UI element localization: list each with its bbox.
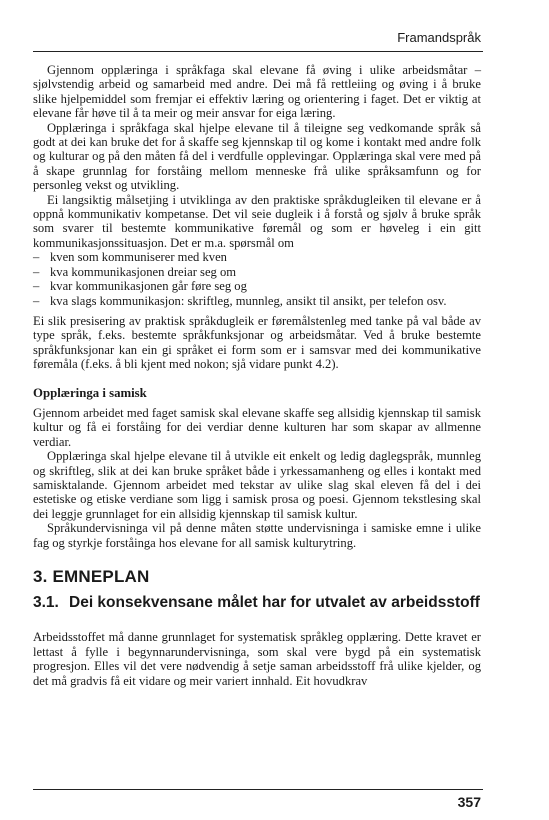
paragraph: Ei langsiktig målsetjing i utviklinga av den praktiske språkdugleiken til elevane er å oppnå kommunikativ kompetanse. Det vil seie dugleik i å forstå og sjølv å bruke språk som svarer til bestemte kommunikative føremål og som er høveleg i ein gitt kommunikasjonssituasjon. Det er m.a. spørsmål om xyxy=(33,192,481,250)
chapter-number: 3. xyxy=(33,567,48,586)
paragraph: Ei slik presisering av praktisk språkdugleik er føremålstenleg med tanke på val både av type språk, f.eks. bestemte språkfunksjonar og arbeidsmåtar. Ved å bruke bestemte språkfunksjonar kan ein gi språket ei form som er i samsvar med dei kommunikative føremåla (f.eks. å bli kjent med nokon; sjå vidare punkt 4.2). xyxy=(33,313,481,372)
page-number: 357 xyxy=(457,794,481,810)
section-title: Dei konsekvensane målet har for utvalet av arbeidsstoff xyxy=(69,594,480,612)
footer-rule xyxy=(33,789,483,790)
list-item: – kva slags kommunikasjon: skriftleg, munnleg, ansikt til ansikt, per telefon osv. xyxy=(33,294,481,308)
running-header: Framandspråk xyxy=(397,30,481,45)
subheading: Opplæringa i samisk xyxy=(33,385,147,400)
paragraph: Språkundervisninga vil på denne måten støtte undervisninga i samiske emne i ulike fag og styrkje forståinga hos elevane for all samisk kulturytring. xyxy=(33,521,481,550)
paragraph: Opplæringa i språkfaga skal hjelpe elevane til å tileigne seg vedkomande språk så godt at dei kan bruke det for å skaffe seg kjennskap til og kome i kontakt med andre folk og kulturar og på den måten få del i verdfulle opplevingar. Opplæringa skal vere med på å skape grunnlag for forståing mellom menneske frå ulike språksamfunn og for personleg vekst og utvikling. xyxy=(33,120,481,193)
list-item: – kva kommunikasjonen dreiar seg om xyxy=(33,265,481,279)
dash-list xyxy=(33,250,481,308)
list-item: – kven som kommuniserer med kven xyxy=(33,250,481,264)
chapter-title: EMNEPLAN xyxy=(52,567,150,586)
header-rule xyxy=(33,51,483,52)
section-heading xyxy=(33,592,481,614)
paragraph: Arbeidsstoffet må danne grunnlaget for systematisk språkleg opplæring. Dette kravet er lettast å fylle i begynnarundervisninga, som skal vere bygd på ein systematisk progresjon. Elles vil det vere nødvendig å setje saman arbeidsstoff frå ulike kjelder, og det må gradvis få eit vidare og meir variert innhald. Eit hovudkrav xyxy=(33,630,481,688)
paragraph: Opplæringa skal hjelpe elevane til å utvikle eit enkelt og ledig daglegspråk, munnleg og skriftleg, slik at dei kan bruke språket både i yrkessamanheng og elles i kontakt med samisktalande. Gjennom arbeidet med tekstar av ulike slag skal eleven få del i dei estetiske og etiske verdiane som ligg i samisk prosa og poesi. Gjennom tekstlesing skal dei leggje grunnlaget for ein allsidig kjennskap til samisk kultur. xyxy=(33,449,481,521)
chapter-heading xyxy=(33,567,481,586)
section-number: 3.1. xyxy=(33,594,59,612)
page-body xyxy=(33,63,481,688)
paragraph: Gjennom opplæringa i språkfaga skal elevane få øving i ulike arbeidsmåtar – sjølvstendig arbeid og samarbeid med andre. Dei må få rettleiing og øving i å bruke slike hjelpemiddel som fremjar ei effektiv læring og orientering i faget. Det er viktig at elevane får høve til å ta meir og meir ansvar for eiga læring. xyxy=(33,63,481,121)
paragraph: Gjennom arbeidet med faget samisk skal elevane skaffe seg allsidig kjennskap til samisk kultur og få ei forståing for dei verdiar denne kulturen har som skapar av allmenne verdiar. xyxy=(33,405,481,449)
list-item: – kvar kommunikasjonen går føre seg og xyxy=(33,279,481,293)
